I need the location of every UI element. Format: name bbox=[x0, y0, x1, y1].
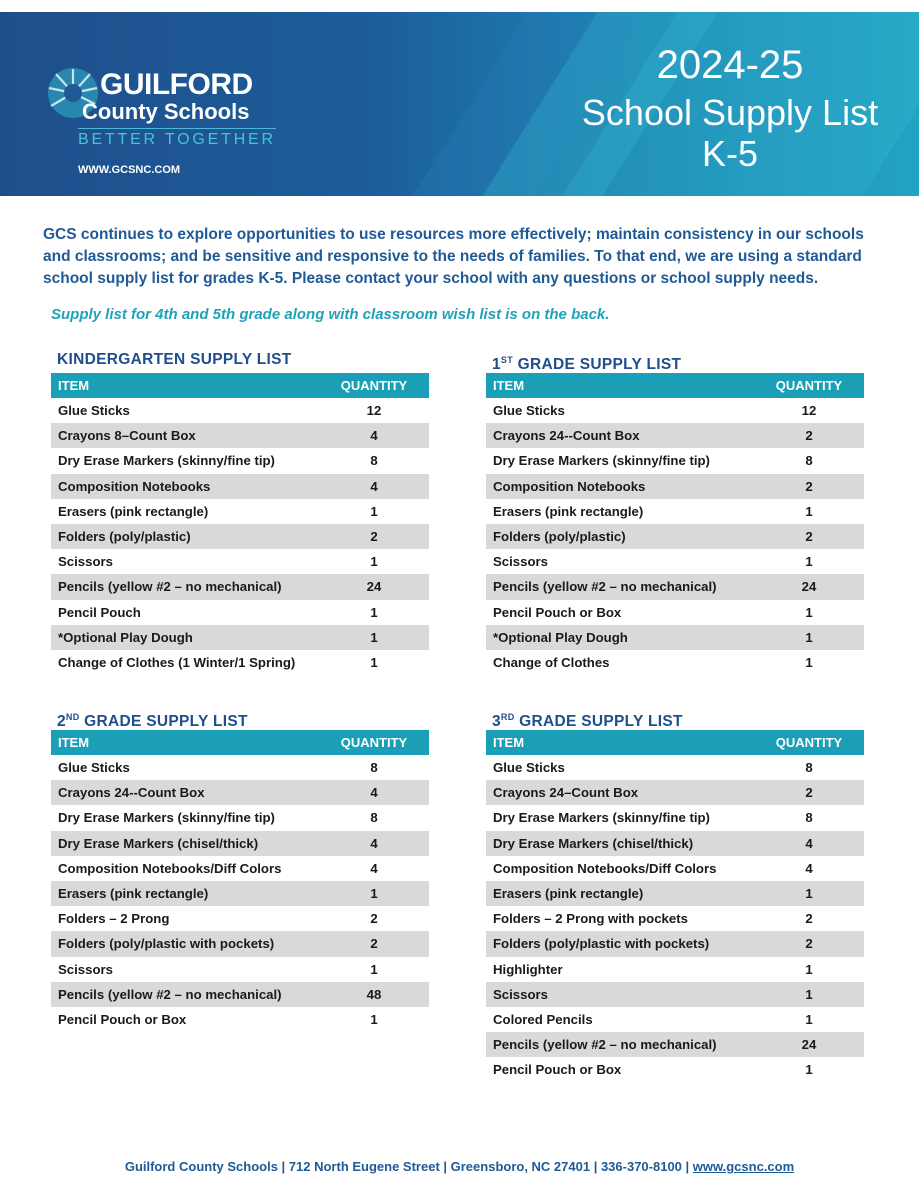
table-row bbox=[486, 474, 864, 499]
item-cell: Crayons 24–Count Box bbox=[493, 785, 639, 801]
item-cell: Dry Erase Markers (chisel/thick) bbox=[58, 835, 259, 851]
table-row bbox=[51, 957, 429, 982]
item-cell: Crayons 24--Count Box bbox=[493, 428, 640, 444]
item-cell: *Optional Play Dough bbox=[58, 629, 193, 645]
item-cell: Erasers (pink rectangle) bbox=[493, 503, 644, 519]
table-row bbox=[486, 650, 864, 675]
quantity-cell: 2 bbox=[805, 529, 813, 545]
item-cell: *Optional Play Dough bbox=[493, 629, 628, 645]
quantity-cell: 1 bbox=[370, 961, 378, 977]
table-row bbox=[486, 780, 864, 805]
table-row bbox=[51, 982, 429, 1007]
col-item-header: ITEM bbox=[58, 735, 90, 750]
table-row bbox=[51, 931, 429, 956]
list-title-ordinal: RD bbox=[500, 712, 515, 722]
quantity-cell: 24 bbox=[366, 579, 382, 595]
col-item-header: ITEM bbox=[493, 735, 525, 750]
quantity-cell: 1 bbox=[370, 554, 378, 570]
grade2-supply-list bbox=[51, 706, 429, 1032]
table-row bbox=[486, 1057, 864, 1082]
table-body bbox=[486, 755, 864, 1082]
table-row bbox=[51, 906, 429, 931]
quantity-cell: 1 bbox=[805, 629, 813, 645]
table-row bbox=[486, 1032, 864, 1057]
list-title-number: 3 bbox=[492, 713, 501, 730]
footer-address: Guilford County Schools | 712 North Eugene Street | Greensboro, NC 27401 | 336-370-8100 | bbox=[124, 1159, 693, 1174]
quantity-cell: 1 bbox=[370, 886, 378, 902]
table-row bbox=[51, 448, 429, 473]
table-row bbox=[51, 398, 429, 423]
quantity-cell: 2 bbox=[805, 911, 813, 927]
quantity-cell: 1 bbox=[805, 554, 813, 570]
table-row bbox=[486, 600, 864, 625]
item-cell: Composition Notebooks/Diff Colors bbox=[58, 860, 282, 876]
quantity-cell: 1 bbox=[805, 604, 813, 620]
table-row bbox=[51, 600, 429, 625]
item-cell: Pencils (yellow #2 – no mechanical) bbox=[58, 579, 282, 595]
item-cell: Composition Notebooks/Diff Colors bbox=[493, 860, 717, 876]
item-cell: Pencils (yellow #2 – no mechanical) bbox=[493, 1037, 717, 1053]
quantity-cell: 1 bbox=[805, 986, 813, 1002]
quantity-cell: 2 bbox=[370, 936, 378, 952]
quantity-cell: 12 bbox=[366, 403, 382, 419]
item-cell: Pencils (yellow #2 – no mechanical) bbox=[493, 579, 717, 595]
table-row bbox=[51, 856, 429, 881]
table-header bbox=[51, 373, 429, 398]
item-cell: Highlighter bbox=[493, 961, 563, 977]
item-cell: Dry Erase Markers (skinny/fine tip) bbox=[493, 453, 710, 469]
table-row bbox=[486, 549, 864, 574]
item-cell: Colored Pencils bbox=[493, 1011, 593, 1027]
item-cell: Folders – 2 Prong bbox=[58, 911, 170, 927]
table-row bbox=[486, 499, 864, 524]
item-cell: Dry Erase Markers (skinny/fine tip) bbox=[58, 453, 275, 469]
table-row bbox=[486, 831, 864, 856]
list-title-ordinal: ND bbox=[65, 712, 80, 722]
table-row bbox=[486, 906, 864, 931]
table-row bbox=[486, 931, 864, 956]
table-row bbox=[486, 574, 864, 599]
quantity-cell: 1 bbox=[805, 1062, 813, 1078]
quantity-cell: 4 bbox=[370, 428, 378, 444]
quantity-cell: 4 bbox=[370, 478, 378, 494]
table-row bbox=[51, 474, 429, 499]
quantity-cell: 1 bbox=[370, 503, 378, 519]
title-year: 2024-25 bbox=[656, 43, 804, 87]
item-cell: Folders (poly/plastic) bbox=[58, 529, 191, 545]
col-item-header: ITEM bbox=[58, 378, 90, 393]
list-title-text: GRADE SUPPLY LIST bbox=[513, 356, 682, 373]
quantity-cell: 2 bbox=[370, 911, 378, 927]
quantity-cell: 1 bbox=[370, 654, 378, 670]
back-page-note: Supply list for 4th and 5th grade along with classroom wish list is on the back. bbox=[51, 306, 610, 323]
col-quantity-header: QUANTITY bbox=[775, 735, 843, 750]
quantity-cell: 1 bbox=[370, 629, 378, 645]
table-row bbox=[486, 856, 864, 881]
quantity-cell: 48 bbox=[366, 986, 382, 1002]
item-cell: Scissors bbox=[493, 554, 548, 570]
item-cell: Glue Sticks bbox=[58, 403, 130, 419]
item-cell: Folders – 2 Prong with pockets bbox=[493, 911, 688, 927]
item-cell: Folders (poly/plastic) bbox=[493, 529, 626, 545]
item-cell: Pencil Pouch or Box bbox=[493, 604, 622, 620]
title-block bbox=[560, 42, 900, 174]
table-row bbox=[486, 625, 864, 650]
quantity-cell: 1 bbox=[370, 1011, 378, 1027]
item-cell: Dry Erase Markers (chisel/thick) bbox=[493, 835, 694, 851]
list-title-number: 1 bbox=[492, 356, 501, 373]
quantity-cell: 1 bbox=[805, 1011, 813, 1027]
table-header bbox=[51, 730, 429, 755]
item-cell: Erasers (pink rectangle) bbox=[58, 503, 209, 519]
col-quantity-header: QUANTITY bbox=[340, 735, 408, 750]
quantity-cell: 8 bbox=[370, 453, 378, 469]
item-cell: Change of Clothes bbox=[493, 654, 610, 670]
item-cell: Dry Erase Markers (skinny/fine tip) bbox=[58, 810, 275, 826]
item-cell: Folders (poly/plastic with pockets) bbox=[493, 936, 710, 952]
item-cell: Erasers (pink rectangle) bbox=[493, 886, 644, 902]
quantity-cell: 2 bbox=[805, 478, 813, 494]
item-cell: Pencil Pouch bbox=[58, 604, 141, 620]
page-title: School Supply List bbox=[581, 92, 879, 133]
table-row bbox=[51, 574, 429, 599]
table-row bbox=[51, 499, 429, 524]
intro-paragraph: GCS continues to explore opportunities to use resources more effectively; maintain consistency in our schools and classrooms; and be sensitive and responsive to the needs of families. To that end, we are using a standard school supply list for grades K-5. Please contact your school with any questions or school supply needs. bbox=[43, 226, 864, 287]
list-title-text: KINDERGARTEN SUPPLY LIST bbox=[57, 351, 292, 368]
item-cell: Pencils (yellow #2 – no mechanical) bbox=[58, 986, 282, 1002]
col-quantity-header: QUANTITY bbox=[775, 378, 843, 393]
item-cell: Dry Erase Markers (skinny/fine tip) bbox=[493, 810, 710, 826]
col-quantity-header: QUANTITY bbox=[340, 378, 408, 393]
item-cell: Pencil Pouch or Box bbox=[58, 1011, 187, 1027]
quantity-cell: 12 bbox=[801, 403, 817, 419]
table-row bbox=[486, 1007, 864, 1032]
list-title bbox=[51, 349, 429, 371]
title-grades: K-5 bbox=[701, 133, 759, 174]
quantity-cell: 1 bbox=[805, 654, 813, 670]
quantity-cell: 4 bbox=[370, 835, 378, 851]
item-cell: Change of Clothes (1 Winter/1 Spring) bbox=[58, 654, 296, 670]
quantity-cell: 2 bbox=[370, 529, 378, 545]
quantity-cell: 1 bbox=[805, 961, 813, 977]
kindergarten-supply-list bbox=[51, 349, 429, 675]
table-row bbox=[51, 549, 429, 574]
quantity-cell: 8 bbox=[805, 760, 813, 776]
table-row bbox=[486, 755, 864, 780]
item-cell: Composition Notebooks bbox=[493, 478, 646, 494]
table-body bbox=[51, 398, 429, 675]
logo-name-line1: GUILFORD bbox=[100, 68, 253, 101]
table-row bbox=[486, 805, 864, 830]
table-header bbox=[486, 730, 864, 755]
table-row bbox=[51, 755, 429, 780]
logo-name-line2: County Schools bbox=[82, 99, 250, 124]
quantity-cell: 2 bbox=[805, 428, 813, 444]
list-title-text: GRADE SUPPLY LIST bbox=[514, 713, 683, 730]
item-cell: Erasers (pink rectangle) bbox=[58, 886, 209, 902]
district-logo bbox=[46, 54, 286, 174]
quantity-cell: 1 bbox=[805, 886, 813, 902]
quantity-cell: 8 bbox=[370, 760, 378, 776]
quantity-cell: 1 bbox=[805, 503, 813, 519]
item-cell: Scissors bbox=[58, 961, 113, 977]
list-title-number: 2 bbox=[57, 713, 66, 730]
item-cell: Crayons 24--Count Box bbox=[58, 785, 205, 801]
col-item-header: ITEM bbox=[493, 378, 525, 393]
table-row bbox=[486, 423, 864, 448]
quantity-cell: 2 bbox=[805, 785, 813, 801]
item-cell: Scissors bbox=[58, 554, 113, 570]
table-row bbox=[51, 881, 429, 906]
quantity-cell: 4 bbox=[370, 785, 378, 801]
item-cell: Crayons 8–Count Box bbox=[58, 428, 196, 444]
quantity-cell: 24 bbox=[801, 579, 817, 595]
list-title-ordinal: ST bbox=[500, 355, 514, 365]
table-row bbox=[486, 398, 864, 423]
list-title-text: GRADE SUPPLY LIST bbox=[79, 713, 248, 730]
item-cell: Glue Sticks bbox=[493, 760, 565, 776]
table-row bbox=[51, 524, 429, 549]
item-cell: Folders (poly/plastic with pockets) bbox=[58, 936, 275, 952]
quantity-cell: 8 bbox=[805, 810, 813, 826]
table-row bbox=[486, 524, 864, 549]
table-row bbox=[486, 448, 864, 473]
item-cell: Scissors bbox=[493, 986, 548, 1002]
table-row bbox=[51, 650, 429, 675]
table-row bbox=[486, 881, 864, 906]
list-title bbox=[486, 349, 864, 371]
table-row bbox=[51, 780, 429, 805]
quantity-cell: 1 bbox=[370, 604, 378, 620]
item-cell: Pencil Pouch or Box bbox=[493, 1062, 622, 1078]
grade1-supply-list bbox=[486, 349, 864, 675]
page-footer bbox=[0, 1159, 919, 1174]
table-row bbox=[51, 831, 429, 856]
quantity-cell: 4 bbox=[370, 860, 378, 876]
list-title bbox=[486, 706, 864, 728]
quantity-cell: 2 bbox=[805, 936, 813, 952]
logo-url: WWW.GCSNC.COM bbox=[78, 164, 181, 176]
item-cell: Glue Sticks bbox=[493, 403, 565, 419]
quantity-cell: 4 bbox=[805, 835, 813, 851]
table-body bbox=[486, 398, 864, 675]
item-cell: Glue Sticks bbox=[58, 760, 130, 776]
quantity-cell: 8 bbox=[805, 453, 813, 469]
footer-website-link[interactable]: www.gcsnc.com bbox=[692, 1159, 795, 1174]
logo-tagline: BETTER TOGETHER bbox=[78, 128, 276, 149]
table-row bbox=[51, 625, 429, 650]
grade3-supply-list bbox=[486, 706, 864, 1082]
header-banner bbox=[0, 12, 919, 196]
table-body bbox=[51, 755, 429, 1032]
table-row bbox=[486, 957, 864, 982]
item-cell: Composition Notebooks bbox=[58, 478, 211, 494]
table-header bbox=[486, 373, 864, 398]
list-title bbox=[51, 706, 429, 728]
quantity-cell: 8 bbox=[370, 810, 378, 826]
table-row bbox=[51, 1007, 429, 1032]
quantity-cell: 24 bbox=[801, 1037, 817, 1053]
table-row bbox=[51, 423, 429, 448]
quantity-cell: 4 bbox=[805, 860, 813, 876]
table-row bbox=[486, 982, 864, 1007]
table-row bbox=[51, 805, 429, 830]
